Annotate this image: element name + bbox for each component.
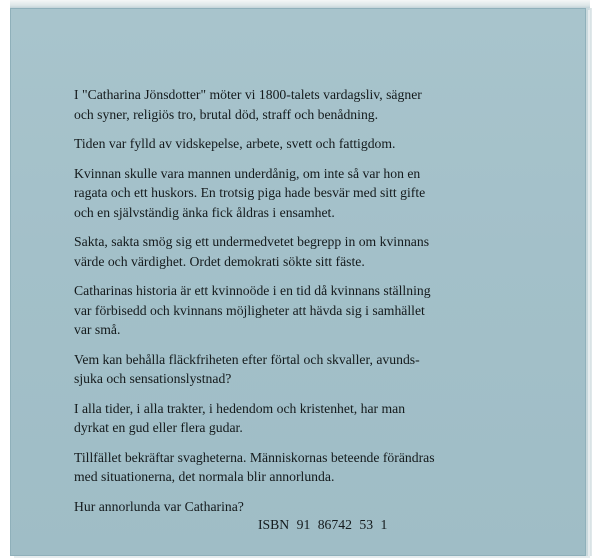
blurb-line: Kvinnan skulle vara mannen underdånig, om inte så var hon en (74, 165, 421, 181)
blurb-line: I "Catharina Jönsdotter" möter vi 1800-talets vardagsliv, sägner (74, 87, 422, 102)
blurb-line: dyrkat en gud eller flera gudar. (74, 420, 243, 435)
blurb-line: Vem kan behålla fläckfriheten efter förtal och skvaller, avunds- (74, 351, 420, 367)
blurb-text (74, 85, 544, 526)
blurb-paragraph-4 (74, 232, 544, 271)
isbn-number: ISBN 91 86742 53 1 (258, 517, 388, 532)
blurb-paragraph-2 (74, 134, 544, 154)
blurb-paragraph-7 (74, 399, 544, 438)
blurb-line: Catharinas historia är ett kvinnoöde i en tid då kvinnans ställning (74, 283, 431, 298)
blurb-paragraph-3 (74, 164, 544, 223)
blurb-line: och syner, religiös tro, brutal död, straff och benådning. (74, 106, 379, 122)
blurb-paragraph-8 (74, 448, 544, 487)
blurb-line: Hur annorlunda var Catharina? (74, 498, 244, 514)
blurb-line: I alla tider, i alla trakter, i hedendom och kristenhet, har man (74, 400, 406, 416)
blurb-line: var förbisedd och kvinnans möjligheter att hävda sig i samhället (74, 302, 425, 318)
blurb-line: värde och värdighet. Ordet demokrati sökte sitt fäste. (74, 253, 365, 269)
blurb-line: ragata och ett huskors. En trotsig piga hade besvär med sitt gifte (74, 185, 426, 200)
cover-right-edge (586, 8, 592, 556)
blurb-paragraph-5 (74, 281, 544, 340)
blurb-line: Tillfället bekräftar svagheterna. Människornas beteende förändras (74, 449, 435, 465)
blurb-line: och en självständig änka fick åldras i ensamhet. (74, 204, 335, 220)
blurb-paragraph-9 (74, 497, 544, 517)
blurb-line: sjuka och sensationslystnad? (74, 371, 232, 386)
blurb-line: Tiden var fylld av vidskepelse, arbete, svett och fattigdom. (74, 136, 396, 151)
blurb-paragraph-6 (74, 350, 544, 389)
blurb-line: Sakta, sakta smög sig ett undermedvetet begrepp in om kvinnans (74, 234, 430, 249)
blurb-paragraph-1 (74, 85, 544, 124)
blurb-line: med situationerna, det normala blir annorlunda. (74, 469, 335, 484)
blurb-line: var små. (74, 322, 121, 337)
